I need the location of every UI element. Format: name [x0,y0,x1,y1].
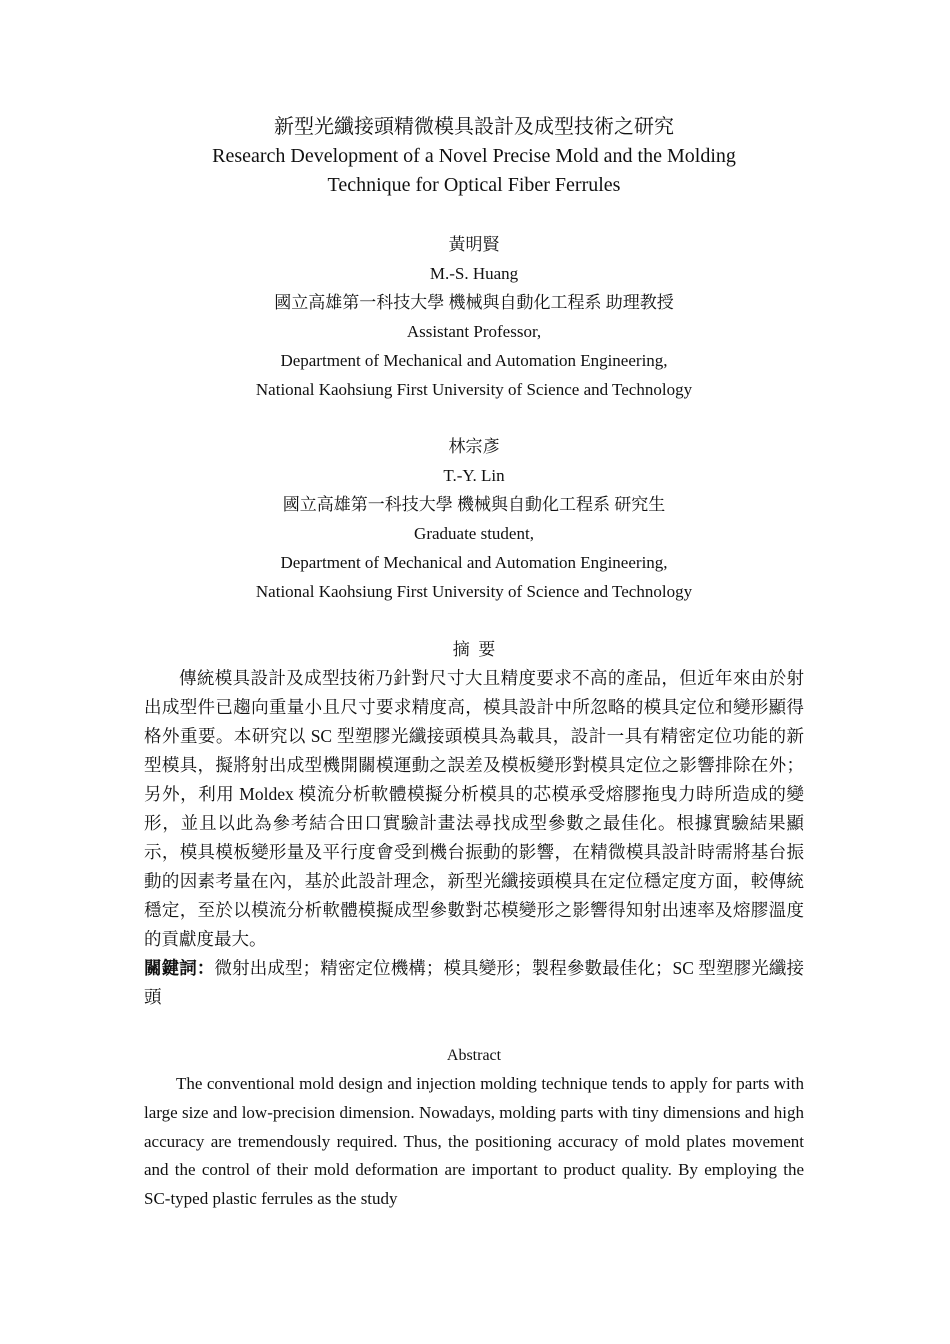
author-department-en: Department of Mechanical and Automation Engineering, [280,351,668,370]
author-block-1 [144,230,804,404]
author-role-en: Graduate student, [414,524,534,543]
author-role-en: Assistant Professor, [406,322,542,341]
author-department-en: Department of Mechanical and Automation Engineering, [280,553,668,572]
title-english-line-1: Research Development of a Novel Precise Mold and the Molding [212,145,736,167]
keywords-line [144,954,804,1012]
author-name-en: M.-S. Huang [429,264,519,283]
author-name-en: T.-Y. Lin [443,466,505,485]
abstract-en-heading: Abstract [446,1047,502,1064]
title-chinese: 新型光纖接頭精微模具設計及成型技術之研究 [274,116,674,138]
abstract-zh-heading: 摘要 [452,640,504,659]
author-name-zh: 黃明賢 [448,235,500,254]
author-block-2 [144,432,804,606]
title-english-line-2: Technique for Optical Fiber Ferrules [327,174,621,196]
author-university-en: National Kaohsiung First University of Science and Technology [255,582,693,601]
author-affiliation-zh: 國立高雄第一科技大學 機械與自動化工程系 助理教授 [274,293,674,312]
abstract-en-body: The conventional mold design and injection molding technique tends to apply for parts with large size and low-precision dimension. Nowadays, molding parts with tiny dimensions and high accuracy are tremendously required. Thus, the positioning accuracy of mold plates movement and the control of their mold deformation are important to product quality. By employing the SC-typed plastic ferrules as the study [144,1074,804,1209]
abstract-zh-body: 傳統模具設計及成型技術乃針對尺寸大且精度要求不高的產品，但近年來由於射出成型件已趨向重量小且尺寸要求精度高，模具設計中所忽略的模具定位和變形顯得格外重要。本研究以 SC 型塑膠光纖接頭模具為載具，設計一具有精密定位功能的新型模具，擬將射出成型機開關模運動之誤差及模板變形對模具定位之影響排除在外；另外，利用 Moldex 模流分析軟體模擬分析模具的芯模承受熔膠拖曳力時所造成的變形，並且以此為參考結合田口實驗計畫法尋找成型參數之最佳化。根據實驗結果顯示，模具模板變形量及平行度會受到機台振動的影響，在精微模具設計時需將基台振動的因素考量在內，基於此設計理念，新型光纖接頭模具在定位穩定度方面，較傳統穩定，至於以模流分析軟體模擬成型參數對芯模變形之影響得知射出速率及熔膠溫度的貢獻度最大。 [144,668,804,949]
author-affiliation-zh: 國立高雄第一科技大學 機械與自動化工程系 研究生 [282,495,666,514]
title-block [144,112,804,200]
keywords-text: 微射出成型；精密定位機構；模具變形；製程參數最佳化；SC 型塑膠光纖接頭 [144,958,804,1007]
author-university-en: National Kaohsiung First University of Science and Technology [255,380,693,399]
author-name-zh: 林宗彥 [448,437,500,456]
paper-page [144,112,804,1214]
keywords-label: 關鍵詞： [144,958,215,978]
